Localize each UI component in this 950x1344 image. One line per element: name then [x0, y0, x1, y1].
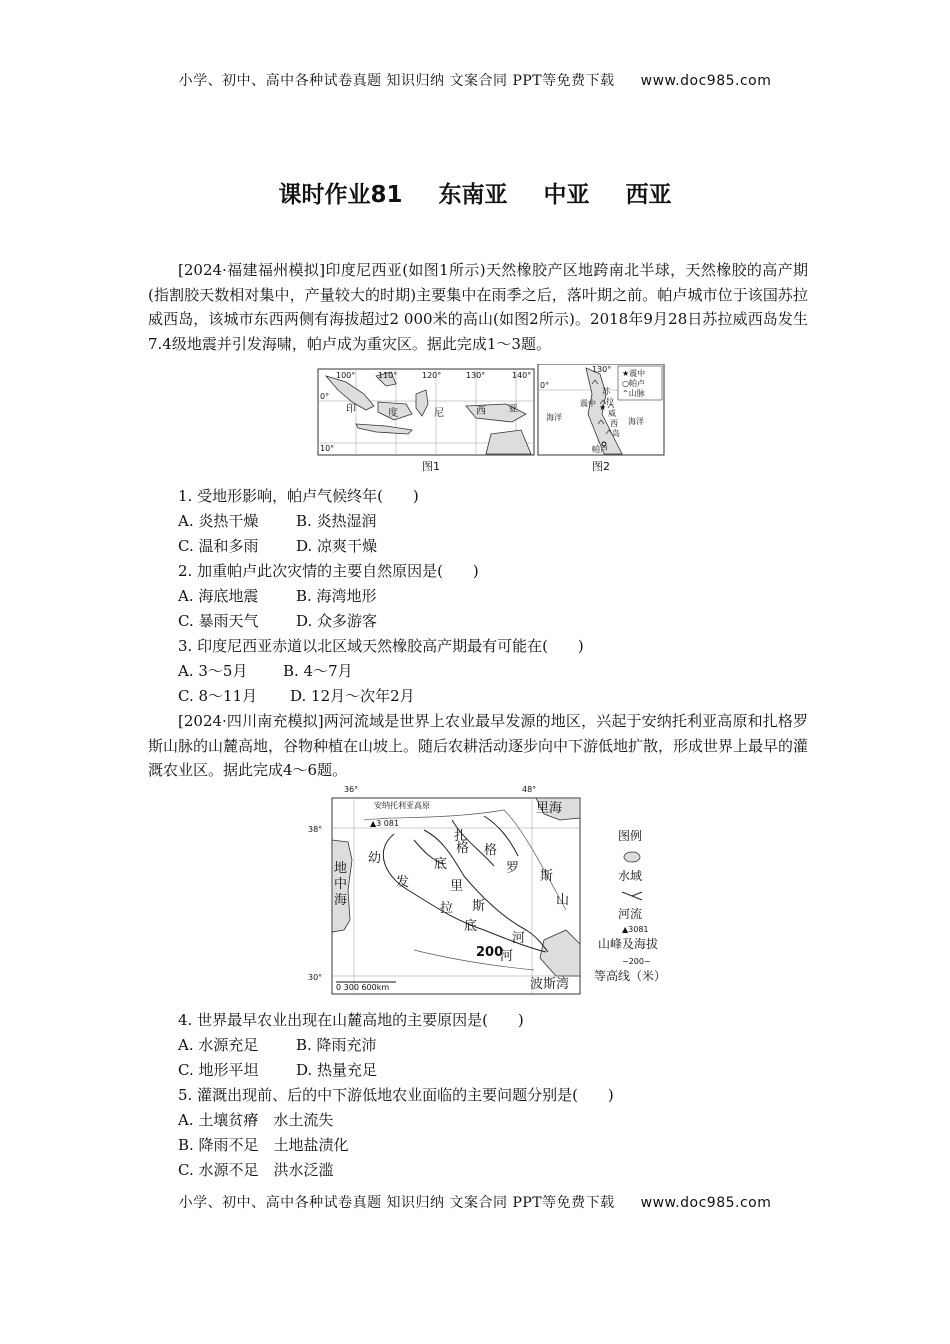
- question-2: 2. 加重帕卢此次灾情的主要自然原因是( ): [178, 562, 479, 580]
- epicenter-star-icon: ★: [599, 403, 607, 412]
- fig3-scale: 0 300 600km: [336, 983, 390, 992]
- fig3-r1-3: 底: [464, 919, 478, 934]
- fig2-su: 苏: [602, 387, 610, 396]
- fig1-lon-120: 120°: [422, 371, 442, 380]
- question-4: 4. 世界最早农业出现在山麓高地的主要原因是( ): [178, 1011, 524, 1029]
- fig3-r2-0: 底: [434, 857, 448, 872]
- fig1-label-du: 度: [388, 408, 398, 419]
- fig3-m-4: 山: [556, 893, 570, 908]
- q5-option-a[interactable]: A. 土壤贫瘠 水土流失: [178, 1111, 334, 1129]
- fig1-lon-110: 110°: [378, 371, 398, 380]
- fig1-label-yin: 印: [346, 404, 356, 415]
- q2-option-a[interactable]: A. 海底地震: [178, 587, 259, 605]
- fig3-r1-2: 拉: [440, 901, 454, 916]
- fig3-caspian: 里海: [536, 801, 563, 816]
- fig2-sea-left: 海洋: [546, 413, 562, 422]
- q1-option-b[interactable]: B. 炎热湿润: [296, 512, 377, 530]
- fig3-lon-36: 36°: [344, 785, 359, 794]
- fig3-r2-2: 里: [450, 879, 464, 894]
- q3-options-row2: [178, 684, 415, 709]
- q3-option-c[interactable]: C. 8～11月: [178, 687, 258, 705]
- fig3-m-3: 斯: [540, 869, 554, 884]
- q4-option-d[interactable]: D. 热量充足: [296, 1061, 378, 1079]
- fig1-lon-140: 140°: [512, 371, 532, 380]
- header-site[interactable]: www.doc985.com: [640, 73, 772, 89]
- legend-epicenter: ★震中: [622, 369, 646, 378]
- q1-option-c[interactable]: C. 温和多雨: [178, 537, 259, 555]
- fig1-label-xi: 西: [476, 406, 486, 417]
- q3-option-b[interactable]: B. 4～7月: [283, 662, 353, 680]
- fig2-sea-right: 海洋: [628, 417, 644, 426]
- fig3-lon-48: 48°: [522, 785, 537, 794]
- fig3-r2-1: 格: [456, 841, 470, 856]
- figure-1-2: [316, 364, 666, 476]
- fig3-sea1-di: 地: [334, 861, 348, 876]
- q2-options-row2: [178, 609, 377, 634]
- fig3-plateau: 安纳托利亚高原: [374, 801, 430, 810]
- legend-mountain: ⌃山脉: [622, 389, 645, 398]
- fig3-lat-38: 38°: [308, 825, 323, 834]
- fig1-lat-0: 0°: [320, 392, 330, 401]
- q1-options-row2: [178, 534, 377, 559]
- fig2-lat-0: 0°: [540, 381, 550, 390]
- fig1-caption: 图1: [422, 460, 440, 473]
- q4-option-a[interactable]: A. 水源充足: [178, 1036, 259, 1054]
- fig1-label-ya: 亚: [508, 404, 518, 415]
- fig3-lat-30: 30°: [308, 973, 323, 982]
- title-part2: 东南亚: [438, 182, 508, 208]
- q4-option-c[interactable]: C. 地形平坦: [178, 1061, 259, 1079]
- question-5: 5. 灌溉出现前、后的中下游低地农业面临的主要问题分别是( ): [178, 1086, 614, 1104]
- fig3-r1-0: 幼: [368, 851, 382, 866]
- fig2-palu: 帕卢: [592, 445, 608, 454]
- fig2-epicenter: 震中: [580, 399, 596, 408]
- legend-water-icon: [624, 852, 640, 862]
- footer-text: 小学、初中、高中各种试卷真题 知识归纳 文案合同 PPT等免费下载: [178, 1195, 615, 1211]
- fig3-r2-3: 斯: [472, 899, 486, 914]
- fig3-m-1: 格: [484, 843, 498, 858]
- legend-river-icon: [622, 892, 642, 900]
- page-header: [0, 70, 950, 90]
- question-3: 3. 印度尼西亚赤道以北区域天然橡胶高产期最有可能在( ): [178, 637, 584, 655]
- q1-option-a[interactable]: A. 炎热干燥: [178, 512, 259, 530]
- fig2-xi: 西: [610, 419, 618, 428]
- title-part1: 课时作业81: [278, 182, 403, 208]
- header-text: 小学、初中、高中各种试卷真题 知识归纳 文案合同 PPT等免费下载: [178, 73, 615, 89]
- question-1: 1. 受地形影响，帕卢气候终年( ): [178, 487, 419, 505]
- legend-water: 水域: [618, 869, 643, 883]
- q4-options-row1: [178, 1033, 377, 1058]
- intro-paragraph-2: [2024·四川南充模拟]两河流域是世界上农业最早发源的地区，兴起于安纳托利亚高原和扎格罗斯山脉的山麓高地，谷物种植在山坡上。随后农耕活动逐步向中下游低地扩散，形成世界上最早的灌溉农业区。据此完成4～6题。: [148, 712, 809, 779]
- fig1-lon-130: 130°: [466, 371, 486, 380]
- fig1-lat-10: 10°: [320, 444, 335, 453]
- q5-option-b[interactable]: B. 降雨不足 土地盐渍化: [178, 1136, 349, 1154]
- page-title: [0, 176, 950, 209]
- fig3-contour: 200: [476, 945, 504, 960]
- fig2-la: 拉: [606, 397, 614, 406]
- fig3-r1-4: 河: [500, 949, 514, 964]
- q2-option-c[interactable]: C. 暴雨天气: [178, 612, 259, 630]
- fig2-dao: 岛: [612, 429, 620, 438]
- q2-option-b[interactable]: B. 海湾地形: [296, 587, 377, 605]
- legend-peak: 山峰及海拔: [598, 937, 659, 951]
- page-footer: [0, 1192, 950, 1212]
- figure-mesopotamia: [304, 780, 684, 995]
- fig3-peak: ▲3 081: [370, 819, 400, 828]
- fig3-sea1-zhong: 中: [334, 877, 348, 892]
- legend-title: 图例: [618, 829, 643, 843]
- fig3-m-2: 罗: [506, 861, 520, 876]
- fig3-gulf: 波斯湾: [530, 977, 570, 992]
- fig2-caption: 图2: [592, 460, 610, 473]
- title-part4: 西亚: [625, 182, 672, 208]
- q3-option-a[interactable]: A. 3～5月: [178, 662, 248, 680]
- legend-peak-val: ▲3081: [622, 925, 649, 934]
- footer-site[interactable]: www.doc985.com: [640, 1195, 772, 1211]
- fig2-lon-130: 130°: [592, 365, 612, 374]
- q2-options-row1: [178, 584, 377, 609]
- legend-contour-val: ~200~: [622, 957, 651, 966]
- q2-option-d[interactable]: D. 众多游客: [296, 612, 378, 630]
- fig3-r1-1: 发: [396, 875, 410, 890]
- legend-contour: 等高线（米）: [594, 969, 667, 983]
- legend-river: 河流: [618, 907, 643, 921]
- fig1-label-ni: 尼: [434, 408, 444, 419]
- title-part3: 中亚: [543, 182, 590, 208]
- fig2-wei: 威: [608, 409, 616, 418]
- q4-options-row2: [178, 1058, 377, 1083]
- q4-option-b[interactable]: B. 降雨充沛: [296, 1036, 377, 1054]
- fig3-r2-4: 河: [512, 931, 526, 946]
- q1-option-d[interactable]: D. 凉爽干燥: [296, 537, 378, 555]
- q3-options-row1: [178, 659, 353, 684]
- legend-palu: ○帕卢: [622, 379, 645, 388]
- fig3-sea1-hai: 海: [334, 893, 348, 908]
- q1-options-row1: [178, 509, 377, 534]
- fig3-m-0: 扎: [454, 829, 468, 844]
- q5-option-c[interactable]: C. 水源不足 洪水泛滥: [178, 1161, 334, 1179]
- fig1-lon-100: 100°: [336, 371, 356, 380]
- q3-option-d[interactable]: D. 12月～次年2月: [290, 687, 415, 705]
- intro-paragraph-1: [2024·福建福州模拟]印度尼西亚(如图1所示)天然橡胶产区地跨南北半球，天然橡胶的高产期(指割胶天数相对集中，产量较大的时期)主要集中在雨季之后，落叶期之前。帕卢城市位于该国苏拉威西岛，该城市东西两侧有海拔超过2 000米的高山(如图2所示)。2018年9月28日苏拉威西岛发生7.4级地震并引发海啸，帕卢成为重灾区。据此完成1～3题。: [148, 261, 808, 353]
